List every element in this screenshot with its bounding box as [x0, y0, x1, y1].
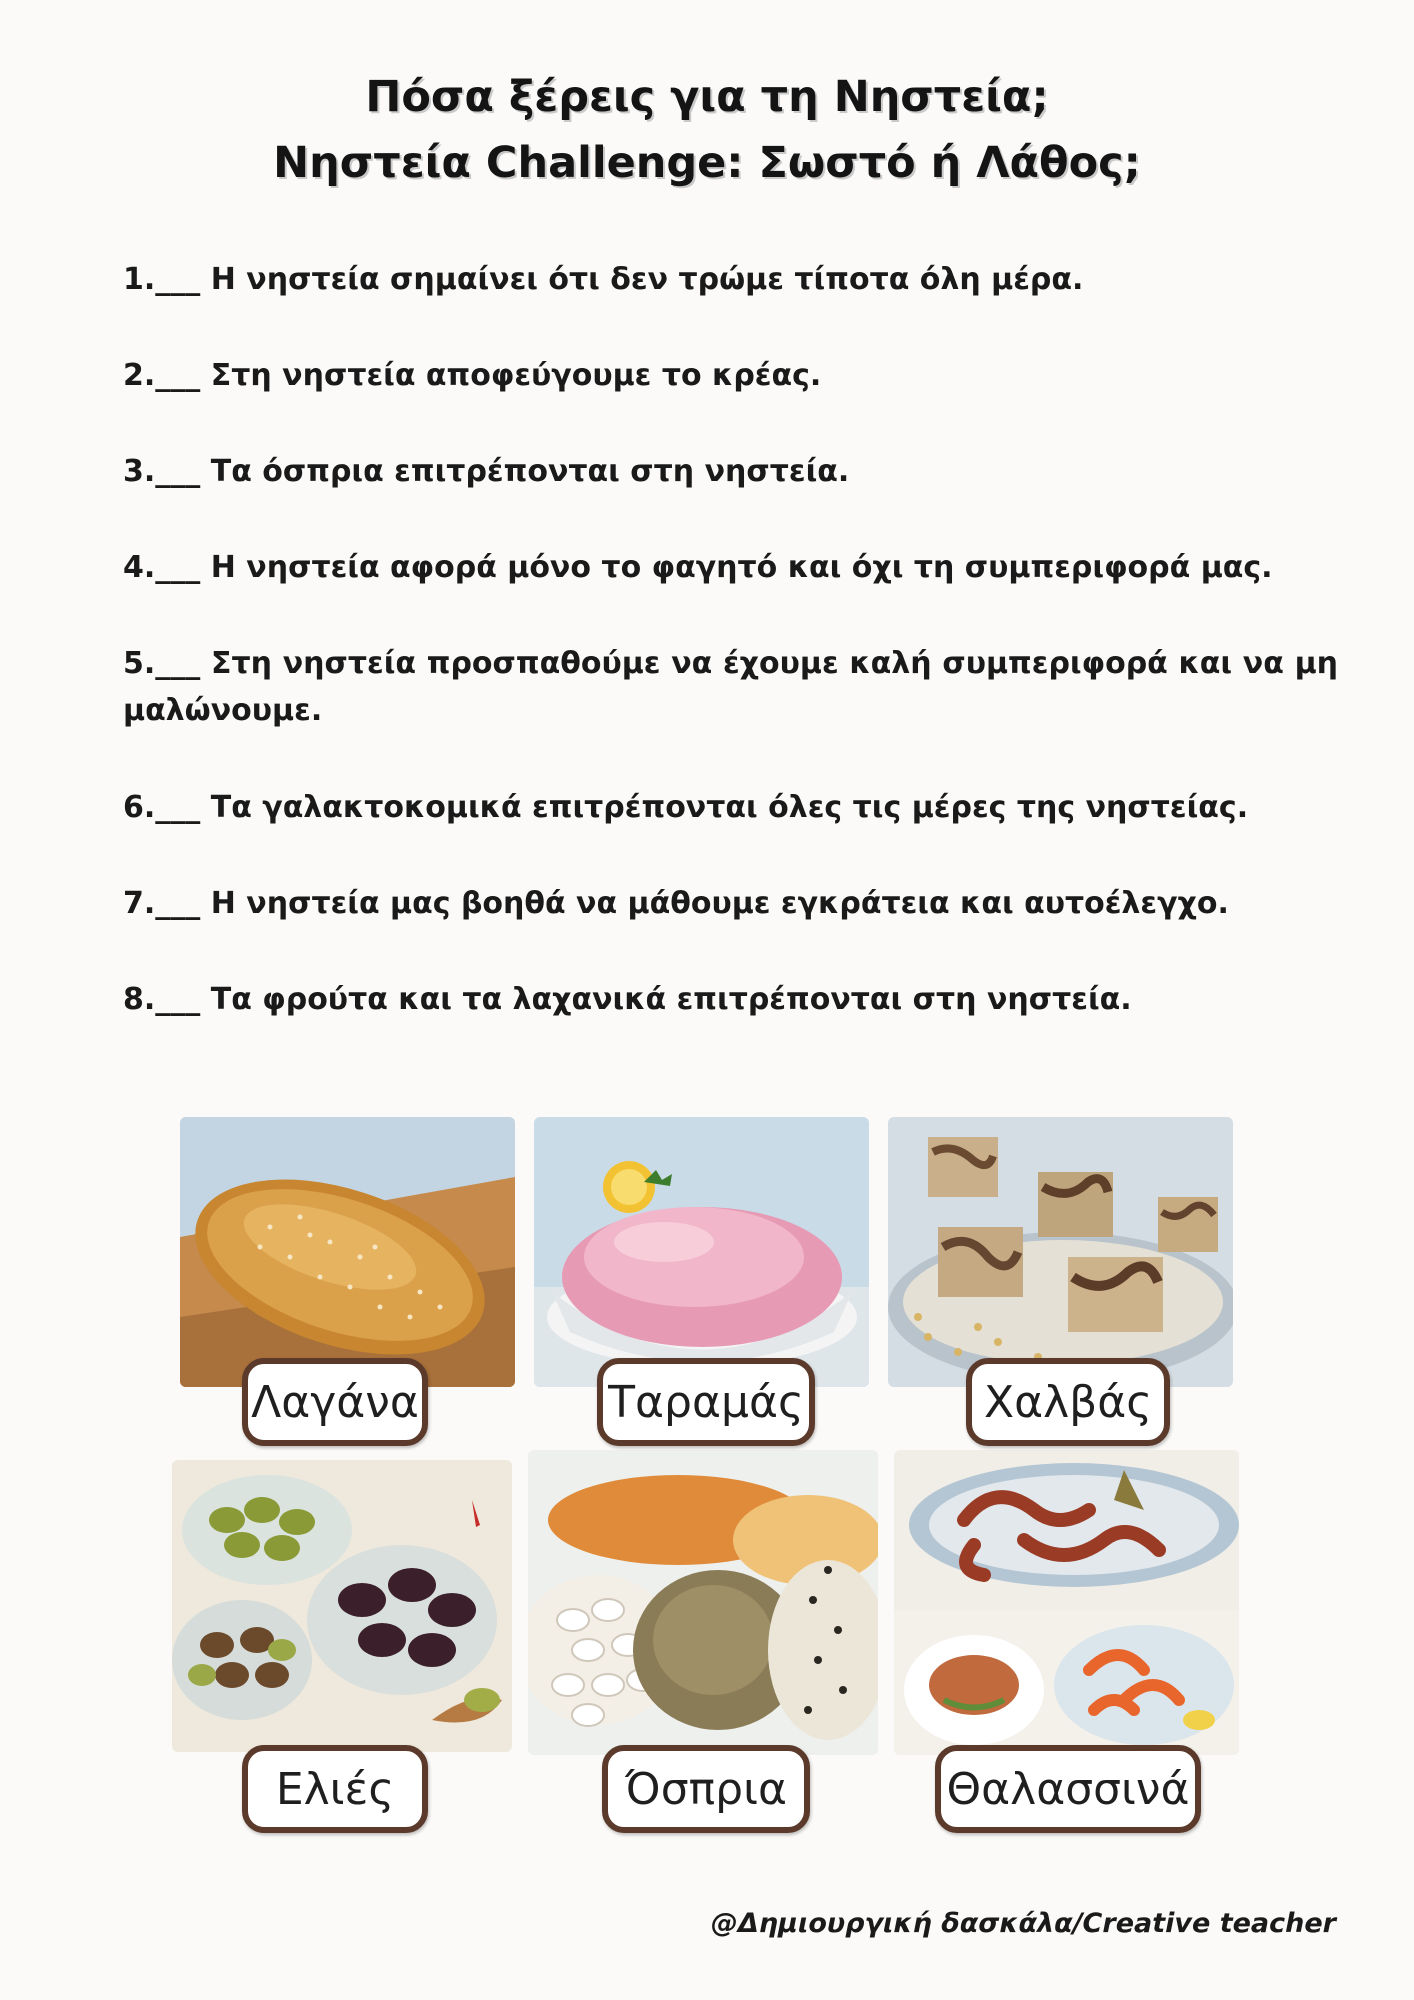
question-6-number-blank[interactable]: 6.___	[123, 790, 201, 825]
question-4	[123, 544, 1338, 591]
seafood-plates-image	[894, 1450, 1239, 1755]
question-6-text: Τα γαλακτοκομικά επιτρέπονται όλες τις μέρες της νηστείας.	[210, 790, 1249, 825]
question-7-text: Η νηστεία μας βοηθά να μάθουμε εγκράτεια και αυτοέλεγχο.	[210, 886, 1229, 921]
creator-credit: @Δημιουργική δασκάλα/Creative teacher	[710, 1908, 1336, 1939]
question-8-text: Τα φρούτα και τα λαχανικά επιτρέπονται στη νηστεία.	[210, 982, 1132, 1017]
lagana-bread-image	[180, 1117, 515, 1387]
taramas-bowl-image	[534, 1117, 869, 1387]
question-2	[123, 352, 1338, 399]
halvas-pieces-image	[888, 1117, 1233, 1387]
question-2-text: Στη νηστεία αποφεύγουμε το κρέας.	[210, 358, 822, 393]
question-3-text: Τα όσπρια επιτρέπονται στη νηστεία.	[210, 454, 850, 489]
food-label-halvas: Χαλβάς	[966, 1358, 1170, 1446]
food-label-olives: Ελιές	[242, 1745, 428, 1833]
page-title-line1: Πόσα ξέρεις για τη Νηστεία;	[365, 72, 1049, 122]
question-8-number-blank[interactable]: 8.___	[123, 982, 201, 1017]
food-image-grid	[172, 1105, 1242, 1825]
food-label-legumes: Όσπρια	[602, 1745, 810, 1833]
food-label-lagana: Λαγάνα	[242, 1358, 428, 1446]
question-3-number-blank[interactable]: 3.___	[123, 454, 201, 489]
question-2-number-blank[interactable]: 2.___	[123, 358, 201, 393]
question-5	[123, 640, 1338, 734]
question-5-text: Στη νηστεία προσπαθούμε να έχουμε καλή συμπεριφορά και να μη μαλώνουμε.	[123, 646, 1338, 728]
question-5-number-blank[interactable]: 5.___	[123, 646, 201, 681]
question-4-number-blank[interactable]: 4.___	[123, 550, 201, 585]
question-7	[123, 880, 1338, 927]
food-label-taramas: Ταραμάς	[597, 1358, 815, 1446]
question-1-number-blank[interactable]: 1.___	[123, 262, 201, 297]
question-1	[123, 256, 1338, 303]
question-6	[123, 784, 1338, 831]
olives-bowls-image	[172, 1460, 512, 1752]
question-7-number-blank[interactable]: 7.___	[123, 886, 201, 921]
page-title-line2: Νηστεία Challenge: Σωστό ή Λάθος;	[273, 138, 1141, 188]
question-4-text: Η νηστεία αφορά μόνο το φαγητό και όχι τη συμπεριφορά μας.	[210, 550, 1273, 585]
question-1-text: Η νηστεία σημαίνει ότι δεν τρώμε τίποτα όλη μέρα.	[210, 262, 1084, 297]
question-3	[123, 448, 1338, 495]
question-8	[123, 976, 1338, 1023]
food-label-seafood: Θαλασσινά	[935, 1745, 1201, 1833]
legumes-piles-image	[528, 1450, 878, 1755]
